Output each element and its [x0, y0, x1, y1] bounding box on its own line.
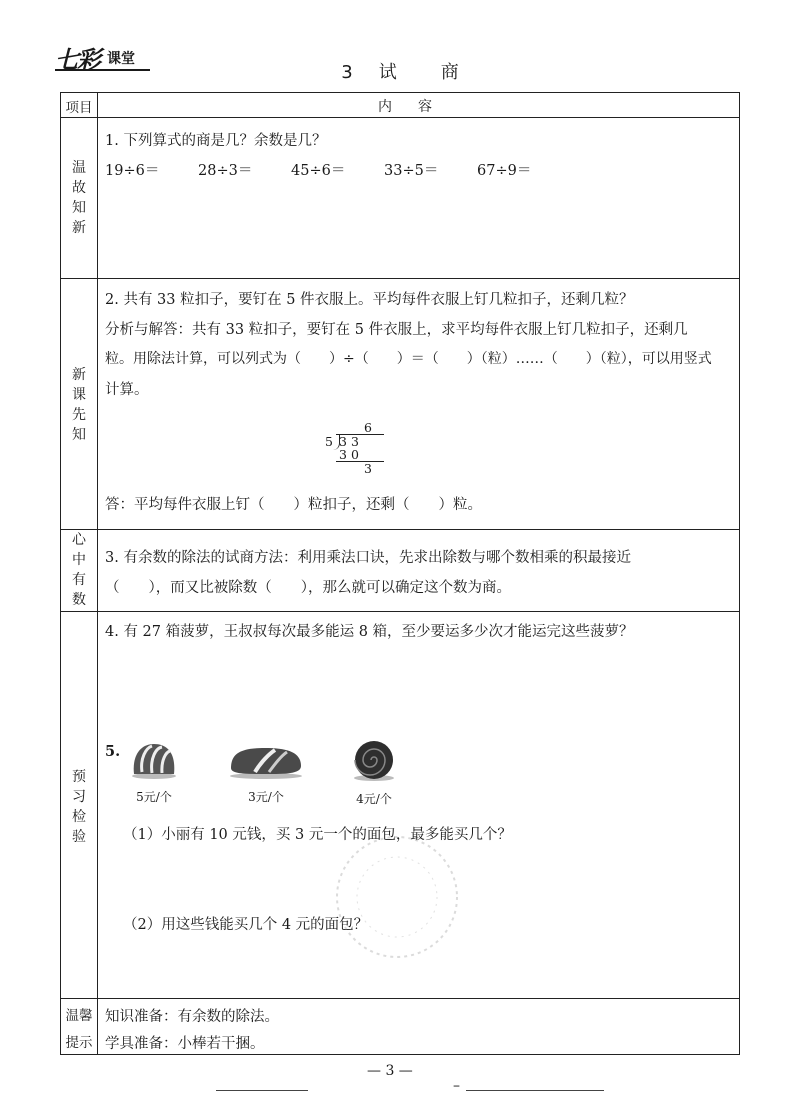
q1-expr: 67÷9＝ — [477, 163, 532, 179]
q2-answer: 答：平均每件衣服上钉（ ）粒扣子，还剩（ ）粒。 — [105, 497, 482, 513]
q5-item-1 — [109, 738, 199, 805]
division-subtract-line — [336, 461, 384, 462]
spiral-bun-icon — [349, 738, 399, 782]
q2-analysis-line2: 粒。用除法计算，可以列式为（ ）÷（ ）＝（ ）（粒）……（ ）（粒），可以用竖式 — [105, 351, 712, 367]
section-label-text: 新课先知 — [72, 367, 86, 443]
q5-sub1: （1）小丽有 10 元钱，买 3 元一个的面包，最多能买几个？ — [123, 827, 512, 843]
row-divider — [61, 117, 739, 118]
baguette-icon — [225, 738, 307, 780]
footer-line-right — [466, 1090, 604, 1091]
q1-expr: 45÷6＝ — [291, 163, 346, 179]
q5-price-1: 5元/个 — [136, 790, 172, 804]
q1-expr: 28÷3＝ — [198, 163, 253, 179]
q1-expr: 19÷6＝ — [105, 163, 160, 179]
section-label-preview — [61, 365, 97, 445]
q1-prompt: 1. 下列算式的商是几？余数是几？ — [105, 133, 327, 149]
section-label-text: 温故知新 — [72, 160, 86, 236]
q2-analysis-line3: 计算。 — [105, 382, 149, 398]
footer-mark: – — [453, 1078, 460, 1094]
bread-loaf-icon — [128, 738, 180, 780]
q2-analysis-line1: 分析与解答：共有 33 粒扣子，要钉在 5 件衣服上，求平均每件衣服上钉几粒扣子，还剩几 — [105, 322, 688, 338]
division-product: 30 — [339, 447, 363, 462]
page-number: — 3 — — [367, 1063, 413, 1079]
q1-expressions — [105, 159, 570, 180]
page-title — [0, 58, 800, 84]
q3-line1: 3. 有余数的除法的试商方法：利用乘法口诀，先求出除数与哪个数相乘的积最接近 — [105, 550, 631, 566]
q1-expr: 33÷5＝ — [384, 163, 439, 179]
section-label-summary — [61, 530, 97, 610]
row-divider — [61, 278, 739, 279]
q5-item-2 — [211, 738, 321, 805]
q5-sub2: （2）用这些钱能买几个 4 元的面包？ — [123, 917, 369, 933]
q2-prompt: 2. 共有 33 粒扣子，要钉在 5 件衣服上。平均每件衣服上钉几粒扣子，还剩几粒？ — [105, 292, 634, 308]
q5-item-3 — [329, 738, 419, 807]
q4-prompt: 4. 有 27 箱菠萝，王叔叔每次最多能运 8 箱，至少要运多少次才能运完这些菠萝？ — [105, 624, 634, 640]
q5-price-3: 4元/个 — [356, 792, 392, 806]
long-division — [325, 420, 395, 480]
tips-tools: 学具准备：小棒若干捆。 — [105, 1036, 265, 1052]
title-char-1: 试 — [378, 62, 397, 83]
watermark-stamp-icon — [330, 830, 465, 965]
header-label-item: 项目 — [65, 100, 93, 116]
row-divider — [61, 611, 739, 612]
brand-logo-small: 课堂 — [107, 51, 135, 67]
q3-line2: （ ），而又比被除数（ ），那么就可以确定这个数为商。 — [105, 580, 511, 596]
tips-label-line2: 提示 — [65, 1035, 93, 1051]
section-label-review — [61, 158, 97, 238]
brand-logo-big: 七彩 — [55, 46, 99, 74]
tips-label-line1: 温馨 — [65, 1008, 93, 1024]
division-divisor: 5 — [325, 434, 333, 449]
column-divider — [97, 93, 98, 1054]
footer-line-left — [216, 1090, 308, 1091]
division-dividend: 33 — [339, 434, 363, 449]
section-label-text: 心中有数 — [72, 532, 86, 608]
q5-price-2: 3元/个 — [248, 790, 284, 804]
row-divider — [61, 998, 739, 999]
division-quotient: 6 — [364, 420, 372, 435]
division-remainder: 3 — [364, 461, 372, 476]
section-label-check — [61, 767, 97, 847]
title-number: 3 — [341, 62, 353, 83]
title-char-2: 商 — [440, 62, 459, 83]
section-label-text: 预习检验 — [72, 769, 86, 845]
tips-knowledge: 知识准备：有余数的除法。 — [105, 1009, 279, 1025]
q5-number: 5. — [105, 743, 121, 760]
row-divider — [61, 529, 739, 530]
header-label-content: 内容 — [378, 99, 458, 115]
